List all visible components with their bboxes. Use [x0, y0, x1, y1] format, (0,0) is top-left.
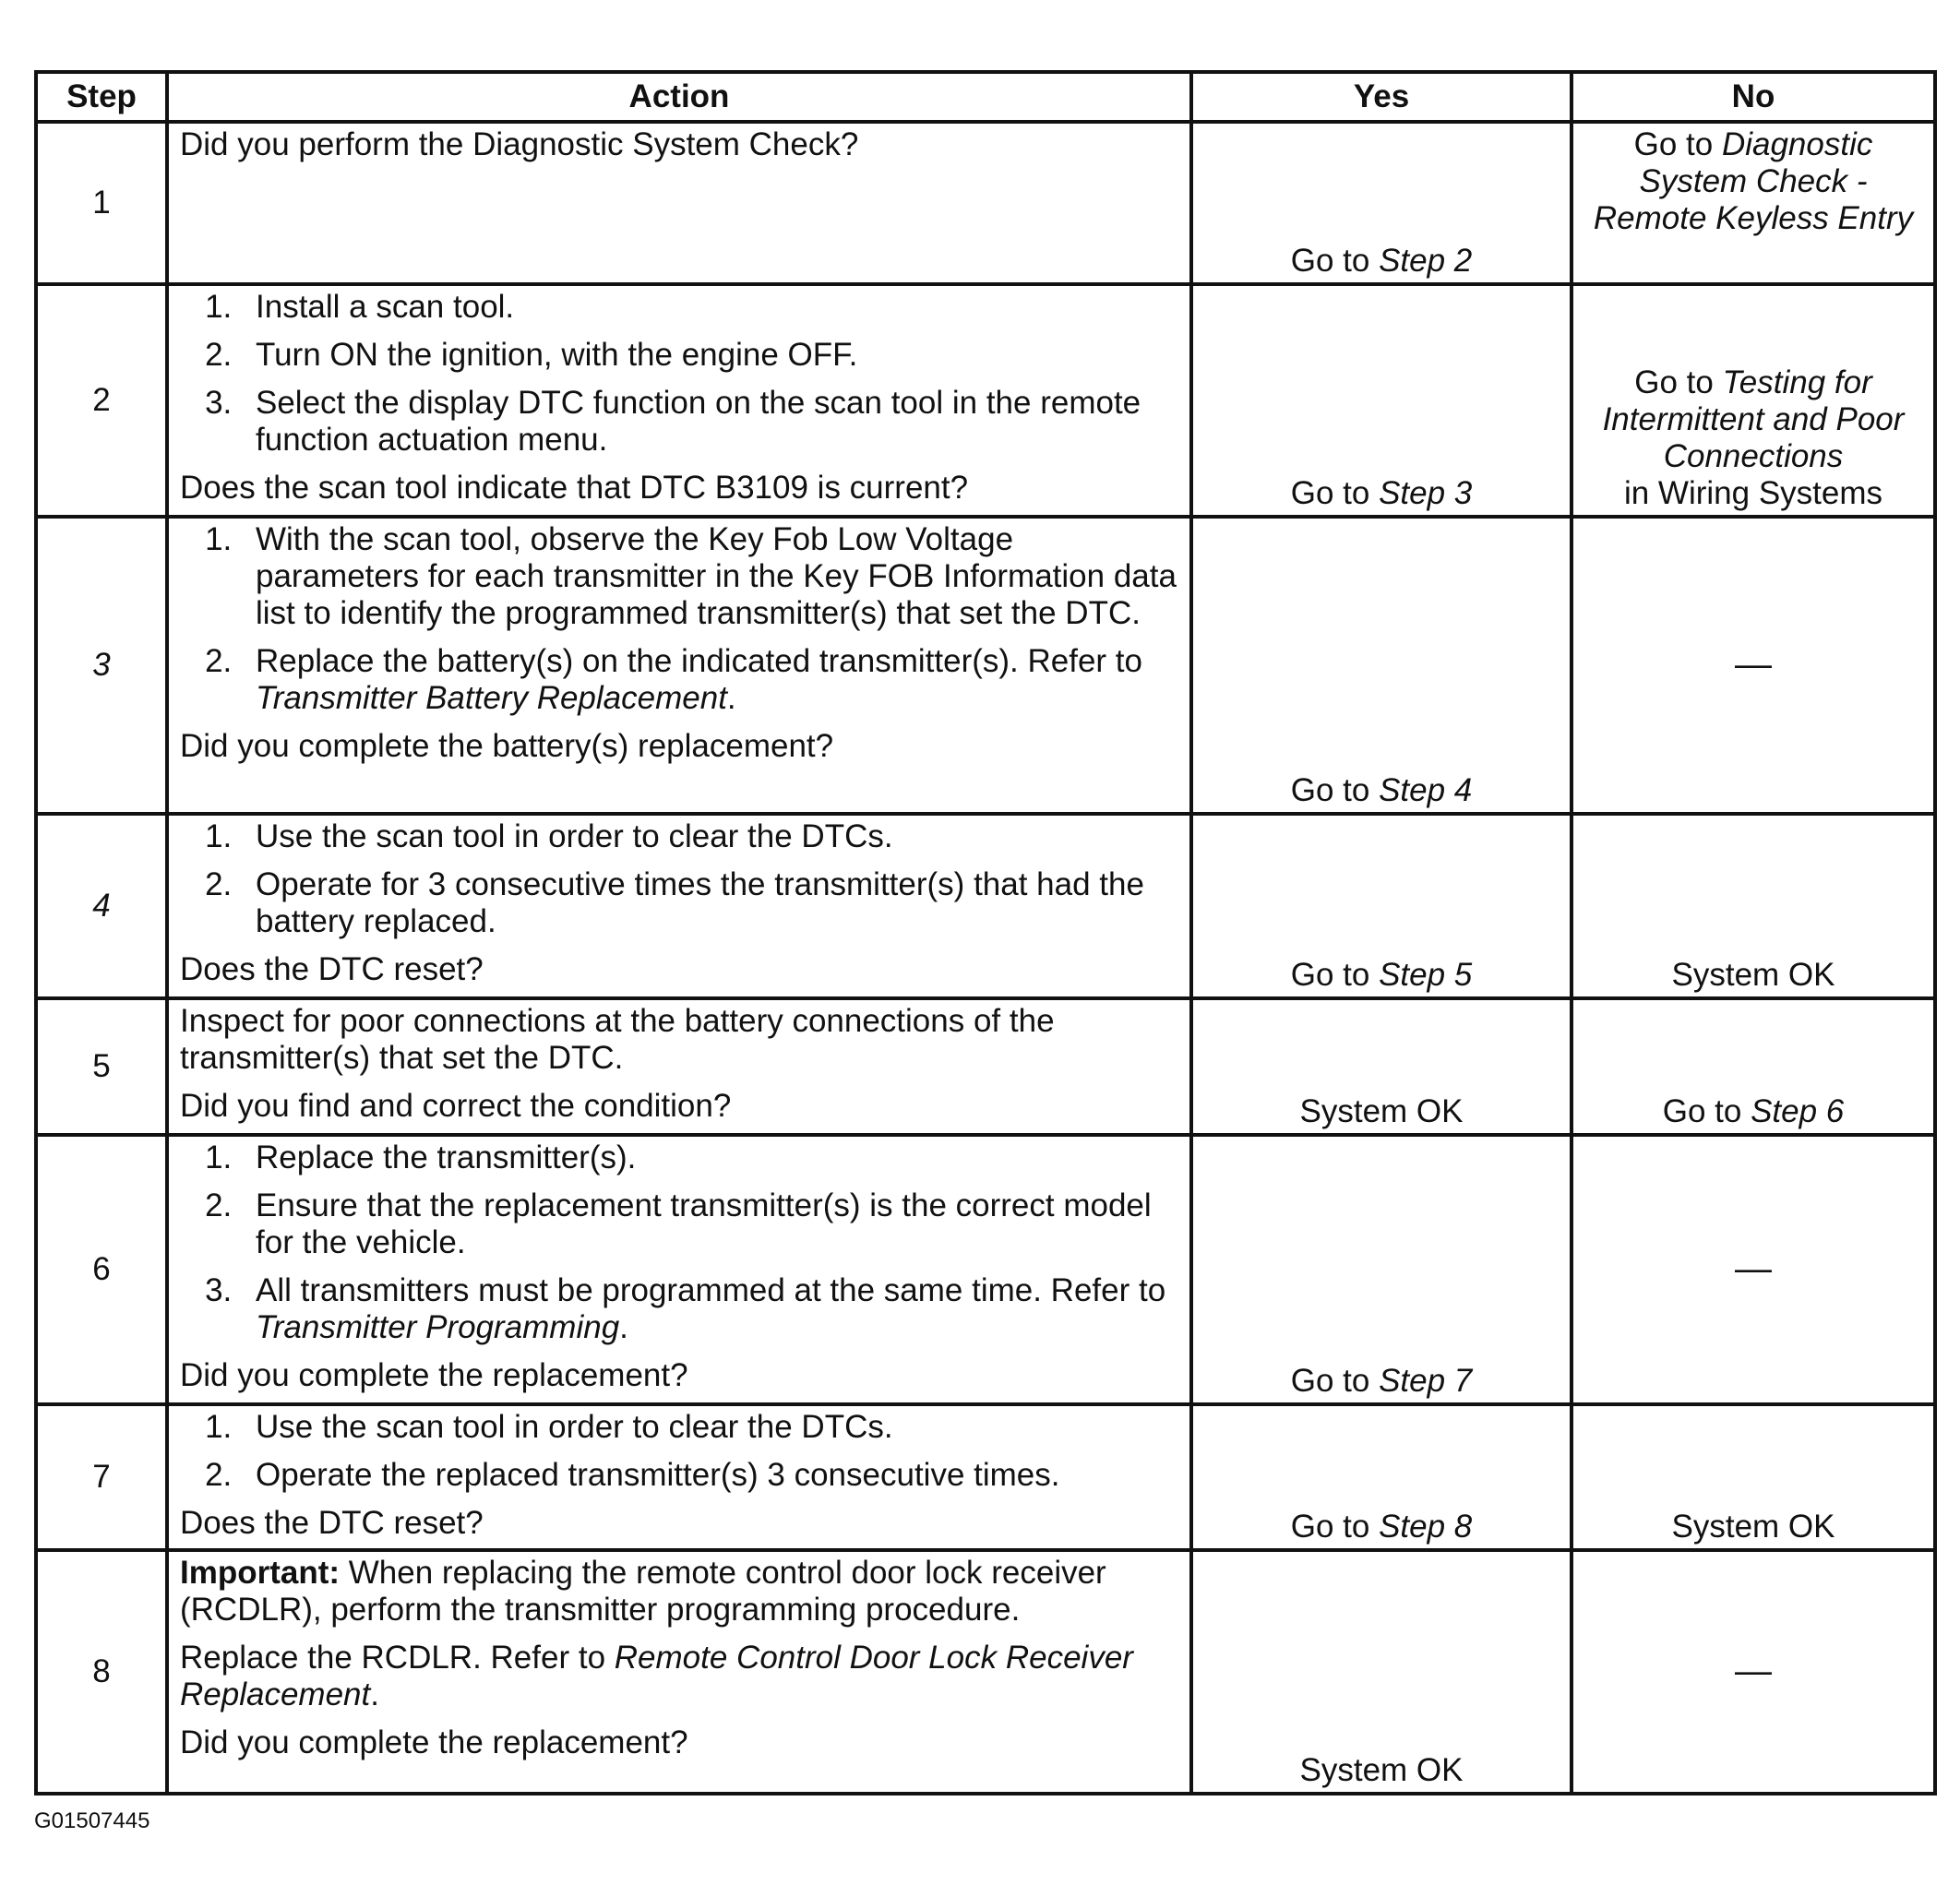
table-row	[36, 284, 1935, 517]
no-cell	[1572, 284, 1935, 517]
action-step: 3. Select the display DTC function on the scan tool in the remote function actuation menu.	[241, 385, 1178, 459]
table-row	[36, 998, 1935, 1135]
step-number-text: 3	[92, 647, 111, 683]
yes-prefix: Go to	[1290, 1509, 1380, 1545]
action-cell	[167, 1404, 1191, 1550]
action-cell	[167, 284, 1191, 517]
important-note	[180, 1555, 1178, 1629]
no-prefix: Go to	[1634, 364, 1723, 400]
action-step: 2. Operate for 3 consecutive times the transmitter(s) that had the battery replaced.	[241, 866, 1178, 940]
table-row	[36, 1550, 1935, 1794]
no-suffix: in Wiring Systems	[1623, 475, 1883, 511]
action-question: Did you complete the replacement?	[180, 1357, 688, 1393]
action-step: 3. All transmitters must be programmed at the same time. Refer to Transmitter Programming.	[241, 1272, 1178, 1346]
table-row	[36, 517, 1935, 814]
action-cell	[167, 517, 1191, 814]
action-question: Did you find and correct the condition?	[180, 1088, 732, 1124]
header-action: Action	[167, 72, 1191, 122]
table-row	[36, 122, 1935, 284]
no-dash: —	[1735, 1651, 1772, 1691]
yes-cell	[1191, 122, 1572, 284]
action-cell	[167, 814, 1191, 998]
yes-cell: System OK	[1191, 998, 1572, 1135]
important-label: Important:	[180, 1555, 341, 1591]
no-cell	[1572, 517, 1935, 814]
yes-link[interactable]: Step 4	[1379, 772, 1473, 808]
yes-link[interactable]: Step 7	[1379, 1363, 1473, 1399]
yes-cell	[1191, 1135, 1572, 1404]
action-question: Does the DTC reset?	[180, 1505, 484, 1541]
step-number: 7	[36, 1404, 167, 1550]
no-cell: System OK	[1572, 814, 1935, 998]
action-step: 2. Operate the replaced transmitter(s) 3 consecutive times.	[241, 1457, 1178, 1494]
action-step-text: All transmitters must be programmed at the same time. Refer to	[256, 1272, 1166, 1308]
action-cell	[167, 1135, 1191, 1404]
action-step: 1. Use the scan tool in order to clear the DTCs.	[241, 818, 1178, 855]
action-text: Inspect for poor connections at the battery connections of the transmitter(s) that set the DTC.	[180, 1003, 1055, 1076]
action-step: 2. Ensure that the replacement transmitter(s) is the correct model for the vehicle.	[241, 1187, 1178, 1261]
table-row	[36, 1404, 1935, 1550]
yes-cell	[1191, 284, 1572, 517]
no-link[interactable]: Step 6	[1751, 1093, 1845, 1129]
action-cell	[167, 1550, 1191, 1794]
no-dash: —	[1735, 644, 1772, 685]
no-cell	[1572, 998, 1935, 1135]
yes-cell	[1191, 814, 1572, 998]
step-number: 5	[36, 998, 167, 1135]
action-step: 2. Replace the battery(s) on the indicated transmitter(s). Refer to Transmitter Battery Replacement.	[241, 643, 1178, 717]
action-step: 1. Install a scan tool.	[241, 289, 1178, 326]
yes-prefix: Go to	[1290, 1363, 1380, 1399]
no-cell	[1572, 1550, 1935, 1794]
action-cell	[167, 998, 1191, 1135]
step-number-text: 4	[92, 888, 111, 924]
reference-link[interactable]: Transmitter Battery Replacement	[256, 680, 727, 716]
header-step: Step	[36, 72, 167, 122]
step-number: 1	[36, 122, 167, 284]
action-step: 1. Replace the transmitter(s).	[241, 1139, 1178, 1176]
no-prefix: Go to	[1662, 1093, 1751, 1129]
step-number	[36, 814, 167, 998]
action-cell	[167, 122, 1191, 284]
action-question: Did you perform the Diagnostic System Check?	[180, 126, 859, 162]
yes-prefix: Go to	[1290, 475, 1380, 511]
no-cell	[1572, 122, 1935, 284]
step-number: 2	[36, 284, 167, 517]
action-question: Did you complete the replacement?	[180, 1724, 688, 1760]
action-question: Did you complete the battery(s) replacement?	[180, 728, 834, 764]
header-row	[36, 72, 1935, 122]
no-dash: —	[1735, 1248, 1772, 1289]
action-step-text: Replace the battery(s) on the indicated transmitter(s). Refer to	[256, 643, 1142, 679]
yes-link[interactable]: Step 3	[1379, 475, 1473, 511]
replace-text: Replace the RCDLR. Refer to	[180, 1640, 615, 1676]
yes-link[interactable]: Step 8	[1379, 1509, 1473, 1545]
yes-prefix: Go to	[1290, 243, 1380, 279]
no-cell: System OK	[1572, 1404, 1935, 1550]
yes-cell: System OK	[1191, 1550, 1572, 1794]
header-yes: Yes	[1191, 72, 1572, 122]
yes-prefix: Go to	[1290, 957, 1380, 993]
action-step: 1. Use the scan tool in order to clear the DTCs.	[241, 1409, 1178, 1446]
table-row	[36, 814, 1935, 998]
no-prefix: Go to	[1633, 126, 1722, 162]
step-number: 6	[36, 1135, 167, 1404]
action-steps	[180, 1409, 1178, 1494]
action-question: Does the scan tool indicate that DTC B3109 is current?	[180, 470, 969, 506]
no-link[interactable]: Diagnostic System Check - Remote Keyless Entry	[1593, 126, 1914, 236]
replace-instruction: Replace the RCDLR. Refer to Remote Control Door Lock Receiver Replacement.	[180, 1640, 1133, 1712]
step-number	[36, 517, 167, 814]
important-text: When replacing the remote control door lock receiver (RCDLR), perform the transmitter programming procedure.	[180, 1555, 1106, 1628]
action-question: Does the DTC reset?	[180, 951, 484, 987]
step-number: 8	[36, 1550, 167, 1794]
yes-cell	[1191, 1404, 1572, 1550]
yes-prefix: Go to	[1290, 772, 1380, 808]
no-cell	[1572, 1135, 1935, 1404]
figure-id: G01507445	[34, 1808, 150, 1833]
diagnostic-table	[34, 70, 1937, 1796]
action-step: 1. With the scan tool, observe the Key Fob Low Voltage parameters for each transmitter in the Key FOB Information data list to identify the programmed transmitter(s) that set the DTC.	[241, 521, 1178, 632]
action-steps	[180, 1139, 1178, 1346]
header-no: No	[1572, 72, 1935, 122]
action-steps	[180, 818, 1178, 940]
table-row	[36, 1135, 1935, 1404]
action-step: 2. Turn ON the ignition, with the engine OFF.	[241, 337, 1178, 374]
action-steps	[180, 521, 1178, 717]
yes-link[interactable]: Step 2	[1379, 243, 1473, 279]
action-steps	[180, 289, 1178, 459]
yes-link[interactable]: Step 5	[1379, 957, 1473, 993]
yes-cell	[1191, 517, 1572, 814]
reference-link[interactable]: Transmitter Programming	[256, 1309, 620, 1345]
no-link[interactable]: Testing for Intermittent and Poor Connections	[1602, 364, 1905, 474]
reference-link[interactable]: Remote Control Door Lock Receiver Replacement	[180, 1640, 1133, 1712]
